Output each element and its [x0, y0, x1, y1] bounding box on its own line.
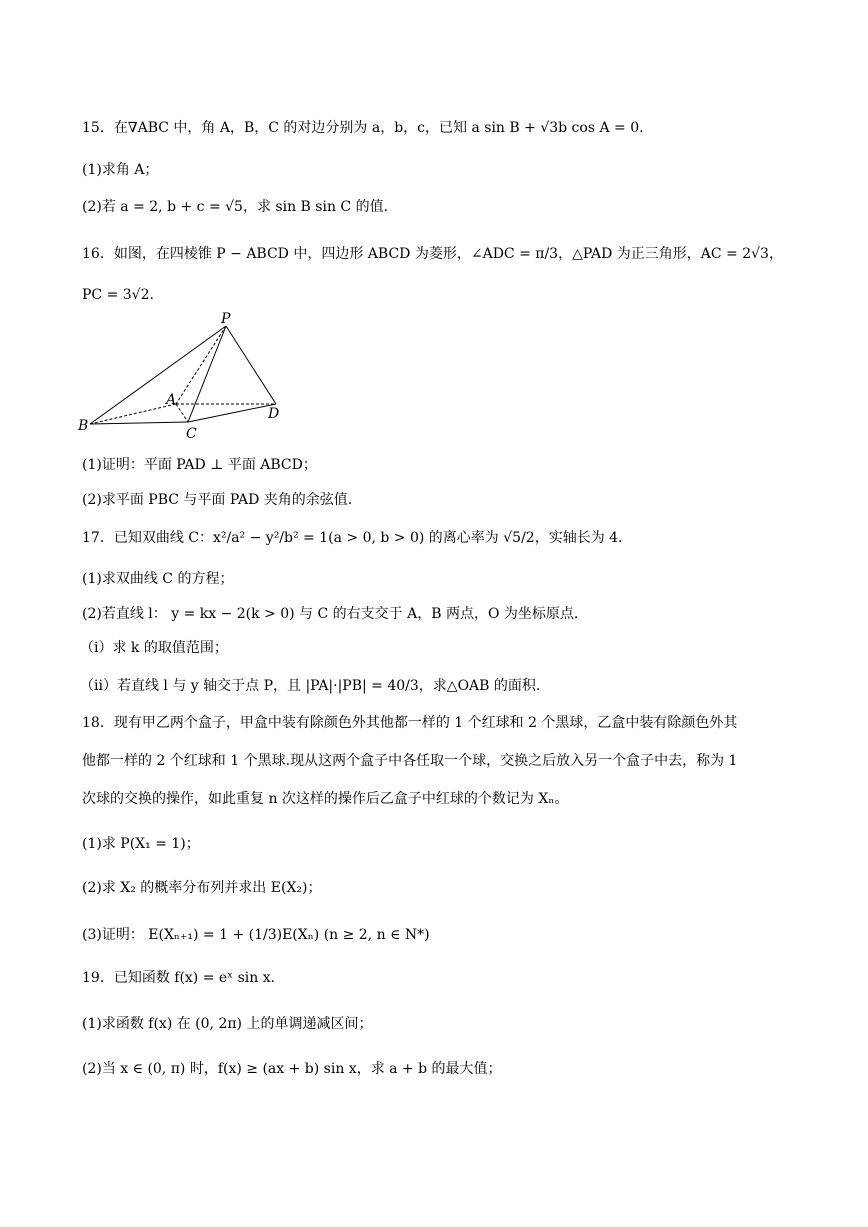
label-p: P: [221, 312, 231, 327]
problem-18-statement-cont-1: 他都一样的 2 个红球和 1 个黑球.现从这两个盒子中各任取一个球，交换之后放入另一个盒子中去，称为 1: [82, 753, 738, 769]
edge-pb: [90, 326, 226, 424]
edge-bc: [90, 422, 188, 424]
problem-17-part-1: (1)求双曲线 C 的方程；: [82, 571, 234, 587]
edge-ac-hidden: [176, 404, 188, 422]
problem-15-part-2: (2)若 a = 2, b + c = √5，求 sin B sin C 的值.: [82, 199, 389, 215]
problem-17-part-2-i: （i）求 k 的取值范围；: [80, 640, 228, 656]
edge-pa-hidden: [176, 326, 226, 404]
problem-16-statement: 16．如图，在四棱锥 P − ABCD 中，四边形 ABCD 为菱形，∠ADC = π/3，△PAD 为正三角形，AC = 2√3，: [82, 246, 783, 262]
problem-18-part-3: (3)证明： E(Xₙ₊₁) = 1 + (1/3)E(Xₙ) (n ≥ 2, n ∈ N*): [82, 927, 430, 943]
label-d: D: [268, 406, 280, 422]
label-a: A: [166, 392, 177, 408]
problem-17-statement: 17．已知双曲线 C：x²/a² − y²/b² = 1(a > 0, b > 0) 的离心率为 √5/2，实轴长为 4.: [82, 530, 623, 546]
problem-18-statement: 18．现有甲乙两个盒子，甲盒中装有除颜色外其他都一样的 1 个红球和 2 个黑球，乙盒中装有除颜色外其: [82, 715, 738, 731]
label-c: C: [186, 426, 197, 442]
edge-pd: [226, 326, 276, 404]
problem-19-part-2: (2)当 x ∈ (0, π) 时，f(x) ≥ (ax + b) sin x，求 a + b 的最大值；: [82, 1061, 502, 1077]
pyramid-figure: [76, 312, 296, 447]
problem-17-part-2: (2)若直线 l： y = kx − 2(k > 0) 与 C 的右支交于 A，B 两点，O 为坐标原点.: [82, 606, 579, 622]
label-b: B: [78, 418, 89, 434]
problem-17-part-2-ii: （ii）若直线 l 与 y 轴交于点 P，且 |PA|·|PB| = 40/3，求△OAB 的面积.: [80, 678, 541, 694]
problem-15-statement: 15．在∇ABC 中，角 A，B，C 的对边分别为 a，b，c，已知 a sin B + √3b cos A = 0.: [82, 120, 644, 136]
problem-16-statement-cont: PC = 3√2.: [82, 287, 154, 303]
problem-15-part-1: (1)求角 A；: [82, 162, 159, 178]
problem-18-part-2: (2)求 X₂ 的概率分布列并求出 E(X₂)；: [82, 880, 322, 896]
problem-18-part-1: (1)求 P(X₁ = 1)；: [82, 836, 200, 852]
problem-16-part-2: (2)求平面 PBC 与平面 PAD 夹角的余弦值.: [82, 492, 353, 508]
problem-16-part-1: (1)证明：平面 PAD ⊥ 平面 ABCD；: [82, 457, 317, 473]
problem-18-statement-cont-2: 次球的交换的操作，如此重复 n 次这样的操作后乙盒子中红球的个数记为 Xₙ。: [82, 791, 569, 807]
problem-19-statement: 19．已知函数 f(x) = eˣ sin x.: [82, 970, 276, 986]
edge-pc: [188, 326, 226, 422]
problem-19-part-1: (1)求函数 f(x) 在 (0, 2π) 上的单调递减区间；: [82, 1016, 373, 1032]
edge-cd: [188, 404, 276, 422]
edge-ba-hidden: [90, 404, 176, 424]
